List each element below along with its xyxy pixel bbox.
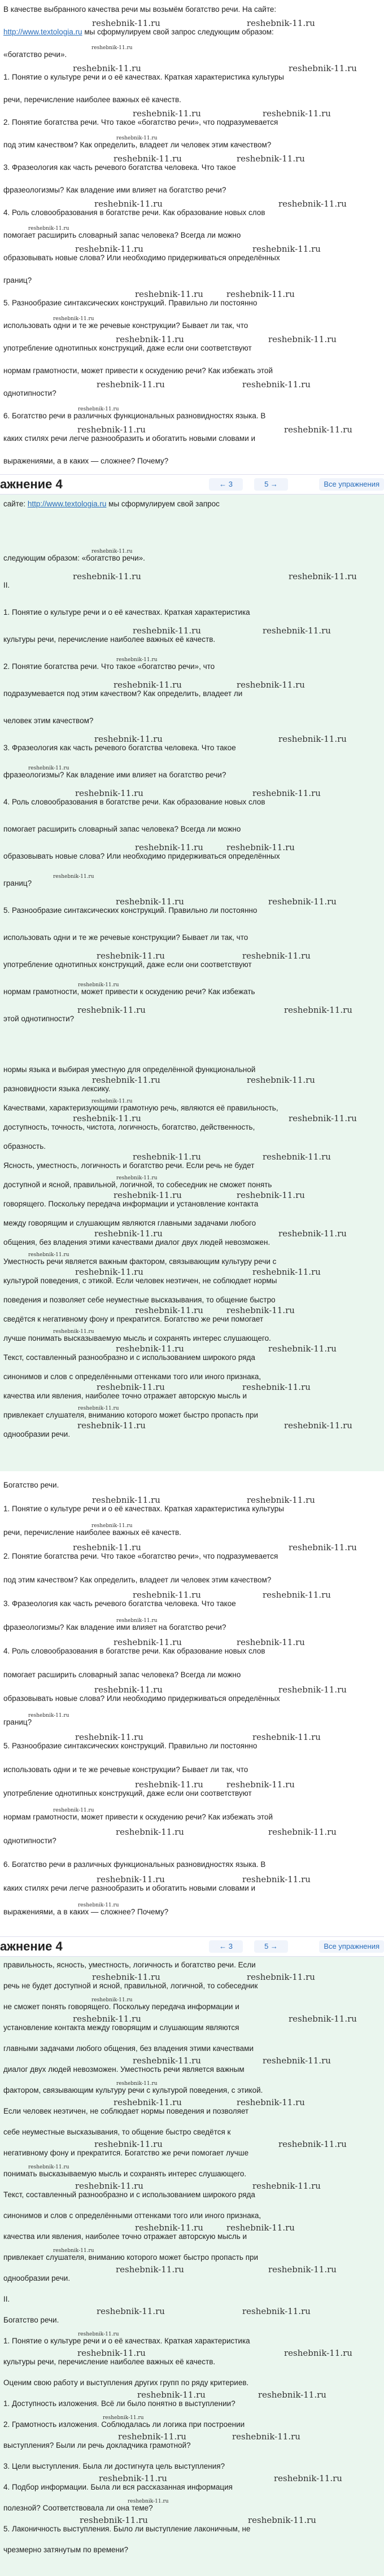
watermark: reshebnik-11.ru <box>237 2097 305 2107</box>
exercise-nav-bar <box>0 474 384 495</box>
watermark: reshebnik-11.ru <box>252 2181 321 2191</box>
text-line: 1. Понятие о культуре речи и о её качествах. Краткая характеристика культуры <box>3 1505 284 1513</box>
text-line: однотипности? <box>3 1836 56 1845</box>
watermark: reshebnik-11.ru <box>114 1190 182 1200</box>
text-line: 1. Понятие о культуре речи и о её качествах. Краткая характеристика <box>3 2337 250 2345</box>
watermark: reshebnik-11.ru <box>242 1382 311 1392</box>
watermark: reshebnik-11.ru <box>252 788 321 798</box>
text-line: Качествами, характеризующими грамотную речь, являются её правильность, <box>3 1104 278 1112</box>
text-line: Богатство речи. <box>3 1481 59 1489</box>
watermark-small: reshebnik-11.ru <box>78 1406 119 1411</box>
watermark: reshebnik-11.ru <box>135 2223 203 2233</box>
text-line: Текст, составленный разнообразно и с использованием широкого ряда <box>3 2190 255 2199</box>
watermark: reshebnik-11.ru <box>284 425 352 435</box>
text-line: употребление однотипных конструкций, даже если они соответствуют <box>3 344 252 352</box>
watermark: reshebnik-11.ru <box>237 1190 305 1200</box>
watermark: reshebnik-11.ru <box>116 2264 184 2275</box>
watermark: reshebnik-11.ru <box>258 2390 326 2400</box>
watermark: reshebnik-11.ru <box>247 1972 315 1982</box>
text-line: Богатство речи. <box>3 2316 59 2324</box>
text-line: привлекает слушателя, вниманию которого может быстро пропасть при <box>3 2253 259 2262</box>
watermark-small: reshebnik-11.ru <box>91 1523 133 1529</box>
text-line: 5. Лаконичность выступления. Было ли выступление лаконичным, не <box>3 2525 251 2533</box>
text-block-2 <box>0 495 384 1059</box>
text-line: лучше понимать высказываемую мысль и сохранять интерес слушающего. <box>3 1334 271 1342</box>
text-line: культурой поведения, с этикой. Если человек неэтичен, не соблюдает нормы <box>3 1276 277 1285</box>
text-line: Ясность, уместность, логичность и богатство речи. Если речь не будет <box>3 1161 255 1170</box>
text-line: каких стилях речи легче разнообразить и обогатить новыми словами и <box>3 434 256 443</box>
text-line: 5. Разнообразие синтаксических конструкций. Правильно ли постоянно <box>3 906 258 915</box>
text-line: между говорящим и слушающим являются главными задачами любого <box>3 1219 256 1227</box>
watermark: reshebnik-11.ru <box>133 626 201 636</box>
text-line: употребление однотипных конструкций, даже если они соответствуют <box>3 1789 252 1797</box>
text-line: однообразии речи. <box>3 2274 71 2282</box>
watermark: reshebnik-11.ru <box>289 63 357 73</box>
watermark: reshebnik-11.ru <box>263 2055 331 2066</box>
text-line: 3. Фразеология как часть речевого богатства человека. Что такое <box>3 744 236 752</box>
watermark: reshebnik-11.ru <box>94 199 163 209</box>
text-line: 4. Подбор информации. Была ли вся рассказанная информация <box>3 2483 233 2491</box>
watermark: reshebnik-11.ru <box>77 2348 146 2358</box>
text-line: помогает расширить словарный запас человека? Всегда ли можно <box>3 825 241 833</box>
watermark-small: reshebnik-11.ru <box>78 406 119 412</box>
watermark: reshebnik-11.ru <box>278 199 347 209</box>
text-line: 2. Понятие богатства речи. Что такое «богатство речи», что подразумевается <box>3 118 278 126</box>
watermark: reshebnik-11.ru <box>237 154 305 164</box>
text-line: 5. Разнообразие синтаксических конструкций. Правильно ли постоянно <box>3 299 258 307</box>
watermark: reshebnik-11.ru <box>237 680 305 690</box>
watermark: reshebnik-11.ru <box>226 1779 295 1790</box>
text-line: 3. Фразеология как часть речевого богатства человека. Что такое <box>3 1599 236 1608</box>
text-line: Текст, составленный разнообразно и с использованием широкого ряда <box>3 1353 255 1362</box>
next-exercise-button[interactable]: 5 → <box>254 478 288 491</box>
watermark: reshebnik-11.ru <box>92 1972 160 1982</box>
watermark: reshebnik-11.ru <box>77 425 146 435</box>
prev-exercise-button[interactable]: ← 3 <box>209 1940 243 1953</box>
text-line: фразеологизмы? Как владение ими влияет на богатство речи? <box>3 1623 226 1632</box>
watermark: reshebnik-11.ru <box>114 1637 182 1647</box>
text-line: Уместность речи является важным фактором, связывающим культуру речи с <box>3 1257 277 1266</box>
watermark-small: reshebnik-11.ru <box>53 316 94 322</box>
watermark: reshebnik-11.ru <box>278 1228 347 1239</box>
text-line: 2. Грамотность изложения. Соблюдалась ли логика при построении <box>3 2420 245 2429</box>
text-line: использовать одни и те же речевые конструкции? Бывает ли так, что <box>3 321 248 330</box>
watermark-small: reshebnik-11.ru <box>53 1329 94 1335</box>
text-line: выступления? Были ли речь докладчика грамотной? <box>3 2441 191 2450</box>
watermark-small: reshebnik-11.ru <box>28 1252 69 1258</box>
text-line: главными задачами любого общения, без владения этими качествами <box>3 2044 254 2053</box>
watermark: reshebnik-11.ru <box>75 244 143 254</box>
text-line: нормам грамотности, может привести к оскудению речи? Как избежать этой <box>3 366 273 375</box>
watermark-small: reshebnik-11.ru <box>91 1099 133 1104</box>
text-line: помогает расширить словарный запас человека? Всегда ли можно <box>3 231 241 239</box>
text-line: общения, без владения этими качествами диалог двух людей невозможен. <box>3 1238 270 1247</box>
text-line: поведения и позволяет себе неуместные высказывания, то общение быстро <box>3 1296 276 1304</box>
exercise-title: ажнение 4 <box>0 1939 63 1953</box>
text-line: В качестве выбранного качества речи мы возьмём богатство речи. На сайте: <box>3 5 277 14</box>
source-link[interactable]: http://www.textologia.ru <box>27 500 107 508</box>
text-line: доступной и ясной, правильной, логичной, то собеседник не сможет понять <box>3 1180 272 1189</box>
watermark: reshebnik-11.ru <box>268 1827 337 1837</box>
watermark: reshebnik-11.ru <box>75 788 143 798</box>
text-line: 2. Понятие богатства речи. Что такое «богатство речи», что подразумевается <box>3 1552 278 1560</box>
watermark: reshebnik-11.ru <box>248 2515 316 2525</box>
watermark: reshebnik-11.ru <box>226 1305 295 1315</box>
watermark: reshebnik-11.ru <box>92 1075 160 1085</box>
watermark-small: reshebnik-11.ru <box>91 549 133 554</box>
watermark: reshebnik-11.ru <box>133 2055 201 2066</box>
exercise-title: ажнение 4 <box>0 477 63 491</box>
text-line: 4. Роль словообразования в богатстве речи. Как образование новых слов <box>3 208 265 217</box>
watermark: reshebnik-11.ru <box>278 1685 347 1695</box>
watermark-small: reshebnik-11.ru <box>28 766 69 771</box>
watermark: reshebnik-11.ru <box>92 1495 160 1505</box>
watermark-small: reshebnik-11.ru <box>78 2332 119 2337</box>
text-line: привлекает слушателя, вниманию которого может быстро пропасть при <box>3 1411 259 1419</box>
watermark: reshebnik-11.ru <box>94 1685 163 1695</box>
text-line: 6. Богатство речи в различных функциональных разновидностях языка. В <box>3 412 266 420</box>
watermark: reshebnik-11.ru <box>75 1267 143 1277</box>
watermark: reshebnik-11.ru <box>135 1305 203 1315</box>
watermark: reshebnik-11.ru <box>274 2473 342 2483</box>
text-block-3 <box>0 1059 384 1471</box>
text-line: разновидности языка лексику. <box>3 1084 111 1093</box>
text-line: правильность, ясность, уместность, логичность и богатство речи. Если <box>3 1961 256 1969</box>
text-line: нормам грамотности, может привести к оскудению речи? Как избежать <box>3 987 255 996</box>
text-line: помогает расширить словарный запас человека? Всегда ли можно <box>3 1670 241 1679</box>
watermark: reshebnik-11.ru <box>268 334 337 344</box>
watermark: reshebnik-11.ru <box>80 2515 148 2525</box>
text-line: человек этим качеством? <box>3 716 94 725</box>
watermark: reshebnik-11.ru <box>268 1344 337 1354</box>
watermark: reshebnik-11.ru <box>133 1152 201 1162</box>
watermark: reshebnik-11.ru <box>263 626 331 636</box>
watermark: reshebnik-11.ru <box>268 2264 337 2275</box>
text-line: II. <box>3 2295 10 2303</box>
text-line: речи, перечисление наиболее важных её качеств. <box>3 1528 181 1537</box>
text-line: образовывать новые слова? Или необходимо придерживаться определённых <box>3 253 280 262</box>
text-line: сведётся к негативному фону и прекратится. Богатство же речи помогает <box>3 1315 264 1323</box>
watermark-small: reshebnik-11.ru <box>53 2248 94 2254</box>
text-line: 3. Фразеология как часть речевого богатства человека. Что такое <box>3 163 236 172</box>
text-line: «богатство речи». <box>3 50 67 59</box>
watermark: reshebnik-11.ru <box>242 1874 311 1884</box>
text-line: 2. Понятие богатства речи. Что такое «богатство речи», что <box>3 662 215 671</box>
text-line: однотипности? <box>3 389 56 397</box>
watermark: reshebnik-11.ru <box>289 571 357 581</box>
watermark: reshebnik-11.ru <box>263 108 331 119</box>
watermark-small: reshebnik-11.ru <box>78 1903 119 1908</box>
text-line: чрезмерно затянутым по времени? <box>3 2546 129 2554</box>
text-line: не сможет понять говорящего. Поскольку передача информации и <box>3 2002 239 2011</box>
text-line: под этим качеством? Как определить, владеет ли человек этим качеством? <box>3 1576 272 1584</box>
watermark: reshebnik-11.ru <box>73 1113 141 1123</box>
watermark: reshebnik-11.ru <box>73 571 141 581</box>
watermark: reshebnik-11.ru <box>278 2139 347 2149</box>
watermark: reshebnik-11.ru <box>97 379 165 390</box>
text-line: границ? <box>3 276 32 285</box>
watermark: reshebnik-11.ru <box>118 2431 186 2442</box>
text-line: выражениями, а в каких — сложнее? Почему? <box>3 1908 169 1916</box>
watermark: reshebnik-11.ru <box>114 154 182 164</box>
watermark: reshebnik-11.ru <box>137 2390 206 2400</box>
watermark-small: reshebnik-11.ru <box>116 1175 158 1181</box>
watermark: reshebnik-11.ru <box>278 734 347 744</box>
watermark: reshebnik-11.ru <box>252 1267 321 1277</box>
text-line: синонимов и слов с определёнными оттенками того или иного признака, <box>3 1372 261 1381</box>
text-line: культуры речи, перечисление наиболее важных её качеств. <box>3 2358 216 2366</box>
watermark-small: reshebnik-11.ru <box>53 874 94 880</box>
text-line: фактором, связывающим культуру речи с культурой поведения, с этикой. <box>3 2086 263 2094</box>
text-line: фразеологизмы? Как владение ими влияет на богатство речи? <box>3 771 226 779</box>
text-line: каких стилях речи легче разнообразить и обогатить новыми словами и <box>3 1884 256 1892</box>
text-block-1 <box>0 0 384 474</box>
watermark: reshebnik-11.ru <box>73 2014 141 2024</box>
watermark: reshebnik-11.ru <box>116 896 184 907</box>
text-line: полезной? Соответствовала ли она теме? <box>3 2504 153 2512</box>
watermark: reshebnik-11.ru <box>268 896 337 907</box>
text-line: диалог двух людей невозможен. Уместность речи является важным <box>3 2065 245 2074</box>
text-line: установление контакта между говорящим и слушающим являются <box>3 2023 239 2032</box>
watermark: reshebnik-11.ru <box>114 680 182 690</box>
watermark: reshebnik-11.ru <box>226 289 295 299</box>
text-line: образность. <box>3 1142 46 1151</box>
watermark: reshebnik-11.ru <box>242 379 311 390</box>
text-line: 1. Понятие о культуре речи и о её качествах. Краткая характеристика <box>3 608 250 616</box>
source-link[interactable]: http://www.textologia.ru <box>3 28 82 36</box>
text-line: этой однотипности? <box>3 1014 75 1023</box>
watermark: reshebnik-11.ru <box>284 2348 352 2358</box>
watermark: reshebnik-11.ru <box>133 108 201 119</box>
text-line: 3. Цели выступления. Была ли достигнута цель выступления? <box>3 2462 225 2470</box>
watermark: reshebnik-11.ru <box>97 1382 165 1392</box>
watermark-small: reshebnik-11.ru <box>91 45 133 51</box>
text-line: границ? <box>3 879 32 887</box>
watermark: reshebnik-11.ru <box>289 1542 357 1552</box>
watermark-small: reshebnik-11.ru <box>78 982 119 988</box>
text-line: понимать высказываемую мысль и сохранять интерес слушающего. <box>3 2170 247 2178</box>
prev-exercise-button[interactable]: ← 3 <box>209 478 243 491</box>
text-line: Оценим свою работу и выступления других групп по ряду критериев. <box>3 2378 249 2387</box>
text-line: использовать одни и те же речевые конструкции? Бывает ли так, что <box>3 1765 248 1774</box>
watermark: reshebnik-11.ru <box>226 2223 295 2233</box>
text-line: качества или явления, наиболее точно отражает авторскую мысль и <box>3 2232 247 2241</box>
text-line: под этим качеством? Как определить, владеет ли человек этим качеством? <box>3 141 272 149</box>
text-line: 1. Доступность изложения. Всё ли было понятно в выступлении? <box>3 2399 235 2408</box>
watermark: reshebnik-11.ru <box>247 18 315 28</box>
text-line: однообразии речи. <box>3 1430 71 1438</box>
next-exercise-button[interactable]: 5 → <box>254 1940 288 1953</box>
text-line: речь не будет доступной и ясной, правильной, логичной, то собеседник <box>3 1982 258 1990</box>
watermark-small: reshebnik-11.ru <box>28 226 69 231</box>
text-line: http://www.textologia.ru мы сформулируем свой запрос следующим образом: <box>3 28 274 36</box>
watermark: reshebnik-11.ru <box>75 2181 143 2191</box>
watermark: reshebnik-11.ru <box>116 334 184 344</box>
watermark: reshebnik-11.ru <box>97 2306 165 2316</box>
watermark: reshebnik-11.ru <box>114 2097 182 2107</box>
watermark: reshebnik-11.ru <box>73 1542 141 1552</box>
watermark-small: reshebnik-11.ru <box>116 135 158 141</box>
text-line: следующим образом: «богатство речи». <box>3 554 145 562</box>
text-line: образовывать новые слова? Или необходимо придерживаться определённых <box>3 1694 280 1703</box>
watermark: reshebnik-11.ru <box>284 1005 352 1015</box>
watermark: reshebnik-11.ru <box>237 1637 305 1647</box>
text-line: качества или явления, наиболее точно отражает авторскую мысль и <box>3 1392 247 1400</box>
text-line: 6. Богатство речи в различных функциональных разновидностях языка. В <box>3 1860 266 1869</box>
watermark-small: reshebnik-11.ru <box>116 1618 158 1624</box>
watermark: reshebnik-11.ru <box>75 1732 143 1742</box>
watermark-small: reshebnik-11.ru <box>53 1808 94 1813</box>
text-line: сайте: http://www.textologia.ru мы сформулируем свой запрос <box>3 500 220 508</box>
watermark: reshebnik-11.ru <box>247 1075 315 1085</box>
text-line: 1. Понятие о культуре речи и о её качествах. Краткая характеристика культуры <box>3 73 284 81</box>
text-line: культуры речи, перечисление наиболее важных её качеств. <box>3 635 216 644</box>
watermark: reshebnik-11.ru <box>73 63 141 73</box>
watermark: reshebnik-11.ru <box>247 1495 315 1505</box>
watermark: reshebnik-11.ru <box>97 1874 165 1884</box>
watermark: reshebnik-11.ru <box>263 1152 331 1162</box>
text-line: подразумевается под этим качеством? Как определить, владеет ли <box>3 689 243 698</box>
text-line: 5. Разнообразие синтаксических конструкций. Правильно ли постоянно <box>3 1742 258 1750</box>
text-line: себе неуместные высказывания, то общение быстро сведётся к <box>3 2128 231 2136</box>
watermark: reshebnik-11.ru <box>226 842 295 852</box>
watermark-small: reshebnik-11.ru <box>116 2081 158 2087</box>
watermark-small: reshebnik-11.ru <box>128 2499 169 2504</box>
text-line: нормам грамотности, может привести к оскудению речи? Как избежать этой <box>3 1813 273 1821</box>
text-line: выражениями, а в каких — сложнее? Почему? <box>3 457 169 465</box>
watermark: reshebnik-11.ru <box>242 951 311 961</box>
text-line: употребление однотипных конструкций, даже если они соответствуют <box>3 960 252 969</box>
text-line: II. <box>3 581 10 589</box>
watermark: reshebnik-11.ru <box>135 289 203 299</box>
text-line: говорящего. Поскольку передача информации и установление контакта <box>3 1200 259 1208</box>
watermark: reshebnik-11.ru <box>135 842 203 852</box>
text-line: нормы языка и выбирая уместную для определённой функциональной <box>3 1065 256 1074</box>
watermark: reshebnik-11.ru <box>263 1590 331 1600</box>
watermark: reshebnik-11.ru <box>284 1420 352 1431</box>
watermark-small: reshebnik-11.ru <box>28 1713 69 1718</box>
text-line: доступность, точность, чистота, логичность, богатство, действенность, <box>3 1123 255 1131</box>
exercise-nav-bar-2 <box>0 1936 384 1957</box>
watermark-small: reshebnik-11.ru <box>91 1997 133 2003</box>
watermark: reshebnik-11.ru <box>289 1113 357 1123</box>
watermark: reshebnik-11.ru <box>289 2014 357 2024</box>
watermark: reshebnik-11.ru <box>116 1344 184 1354</box>
text-line: речи, перечисление наиболее важных её качеств. <box>3 95 181 104</box>
watermark-small: reshebnik-11.ru <box>103 2415 144 2421</box>
all-exercises-button[interactable]: Все упражнения <box>319 478 384 491</box>
watermark: reshebnik-11.ru <box>94 734 163 744</box>
watermark: reshebnik-11.ru <box>133 1590 201 1600</box>
text-line: 4. Роль словообразования в богатстве речи. Как образование новых слов <box>3 1647 265 1655</box>
watermark: reshebnik-11.ru <box>242 2306 311 2316</box>
watermark: reshebnik-11.ru <box>252 244 321 254</box>
watermark: reshebnik-11.ru <box>232 2431 300 2442</box>
text-line: границ? <box>3 1718 32 1726</box>
watermark: reshebnik-11.ru <box>77 1420 146 1431</box>
watermark-small: reshebnik-11.ru <box>116 657 158 663</box>
watermark: reshebnik-11.ru <box>77 1005 146 1015</box>
watermark: reshebnik-11.ru <box>252 1732 321 1742</box>
watermark: reshebnik-11.ru <box>92 18 160 28</box>
watermark: reshebnik-11.ru <box>94 1228 163 1239</box>
text-line: фразеологизмы? Как владение ими влияет на богатство речи? <box>3 186 226 194</box>
all-exercises-button[interactable]: Все упражнения <box>319 1940 384 1953</box>
watermark: reshebnik-11.ru <box>99 2473 167 2483</box>
text-line: образовывать новые слова? Или необходимо придерживаться определённых <box>3 852 280 860</box>
text-block-4 <box>0 1471 384 1936</box>
watermark-small: reshebnik-11.ru <box>28 2164 69 2170</box>
text-block-5 <box>0 1957 384 2576</box>
text-line: использовать одни и те же речевые конструкции? Бывает ли так, что <box>3 933 248 942</box>
watermark: reshebnik-11.ru <box>135 1779 203 1790</box>
text-line: Если человек неэтичен, не соблюдает нормы поведения и позволяет <box>3 2107 249 2115</box>
text-line: 4. Роль словообразования в богатстве речи. Как образование новых слов <box>3 798 265 806</box>
text-line: негативному фону и прекратится. Богатство же речи помогает лучше <box>3 2149 249 2157</box>
text-line: синонимов и слов с определёнными оттенками того или иного признака, <box>3 2211 261 2220</box>
watermark: reshebnik-11.ru <box>116 1827 184 1837</box>
watermark: reshebnik-11.ru <box>97 951 165 961</box>
watermark: reshebnik-11.ru <box>94 2139 163 2149</box>
